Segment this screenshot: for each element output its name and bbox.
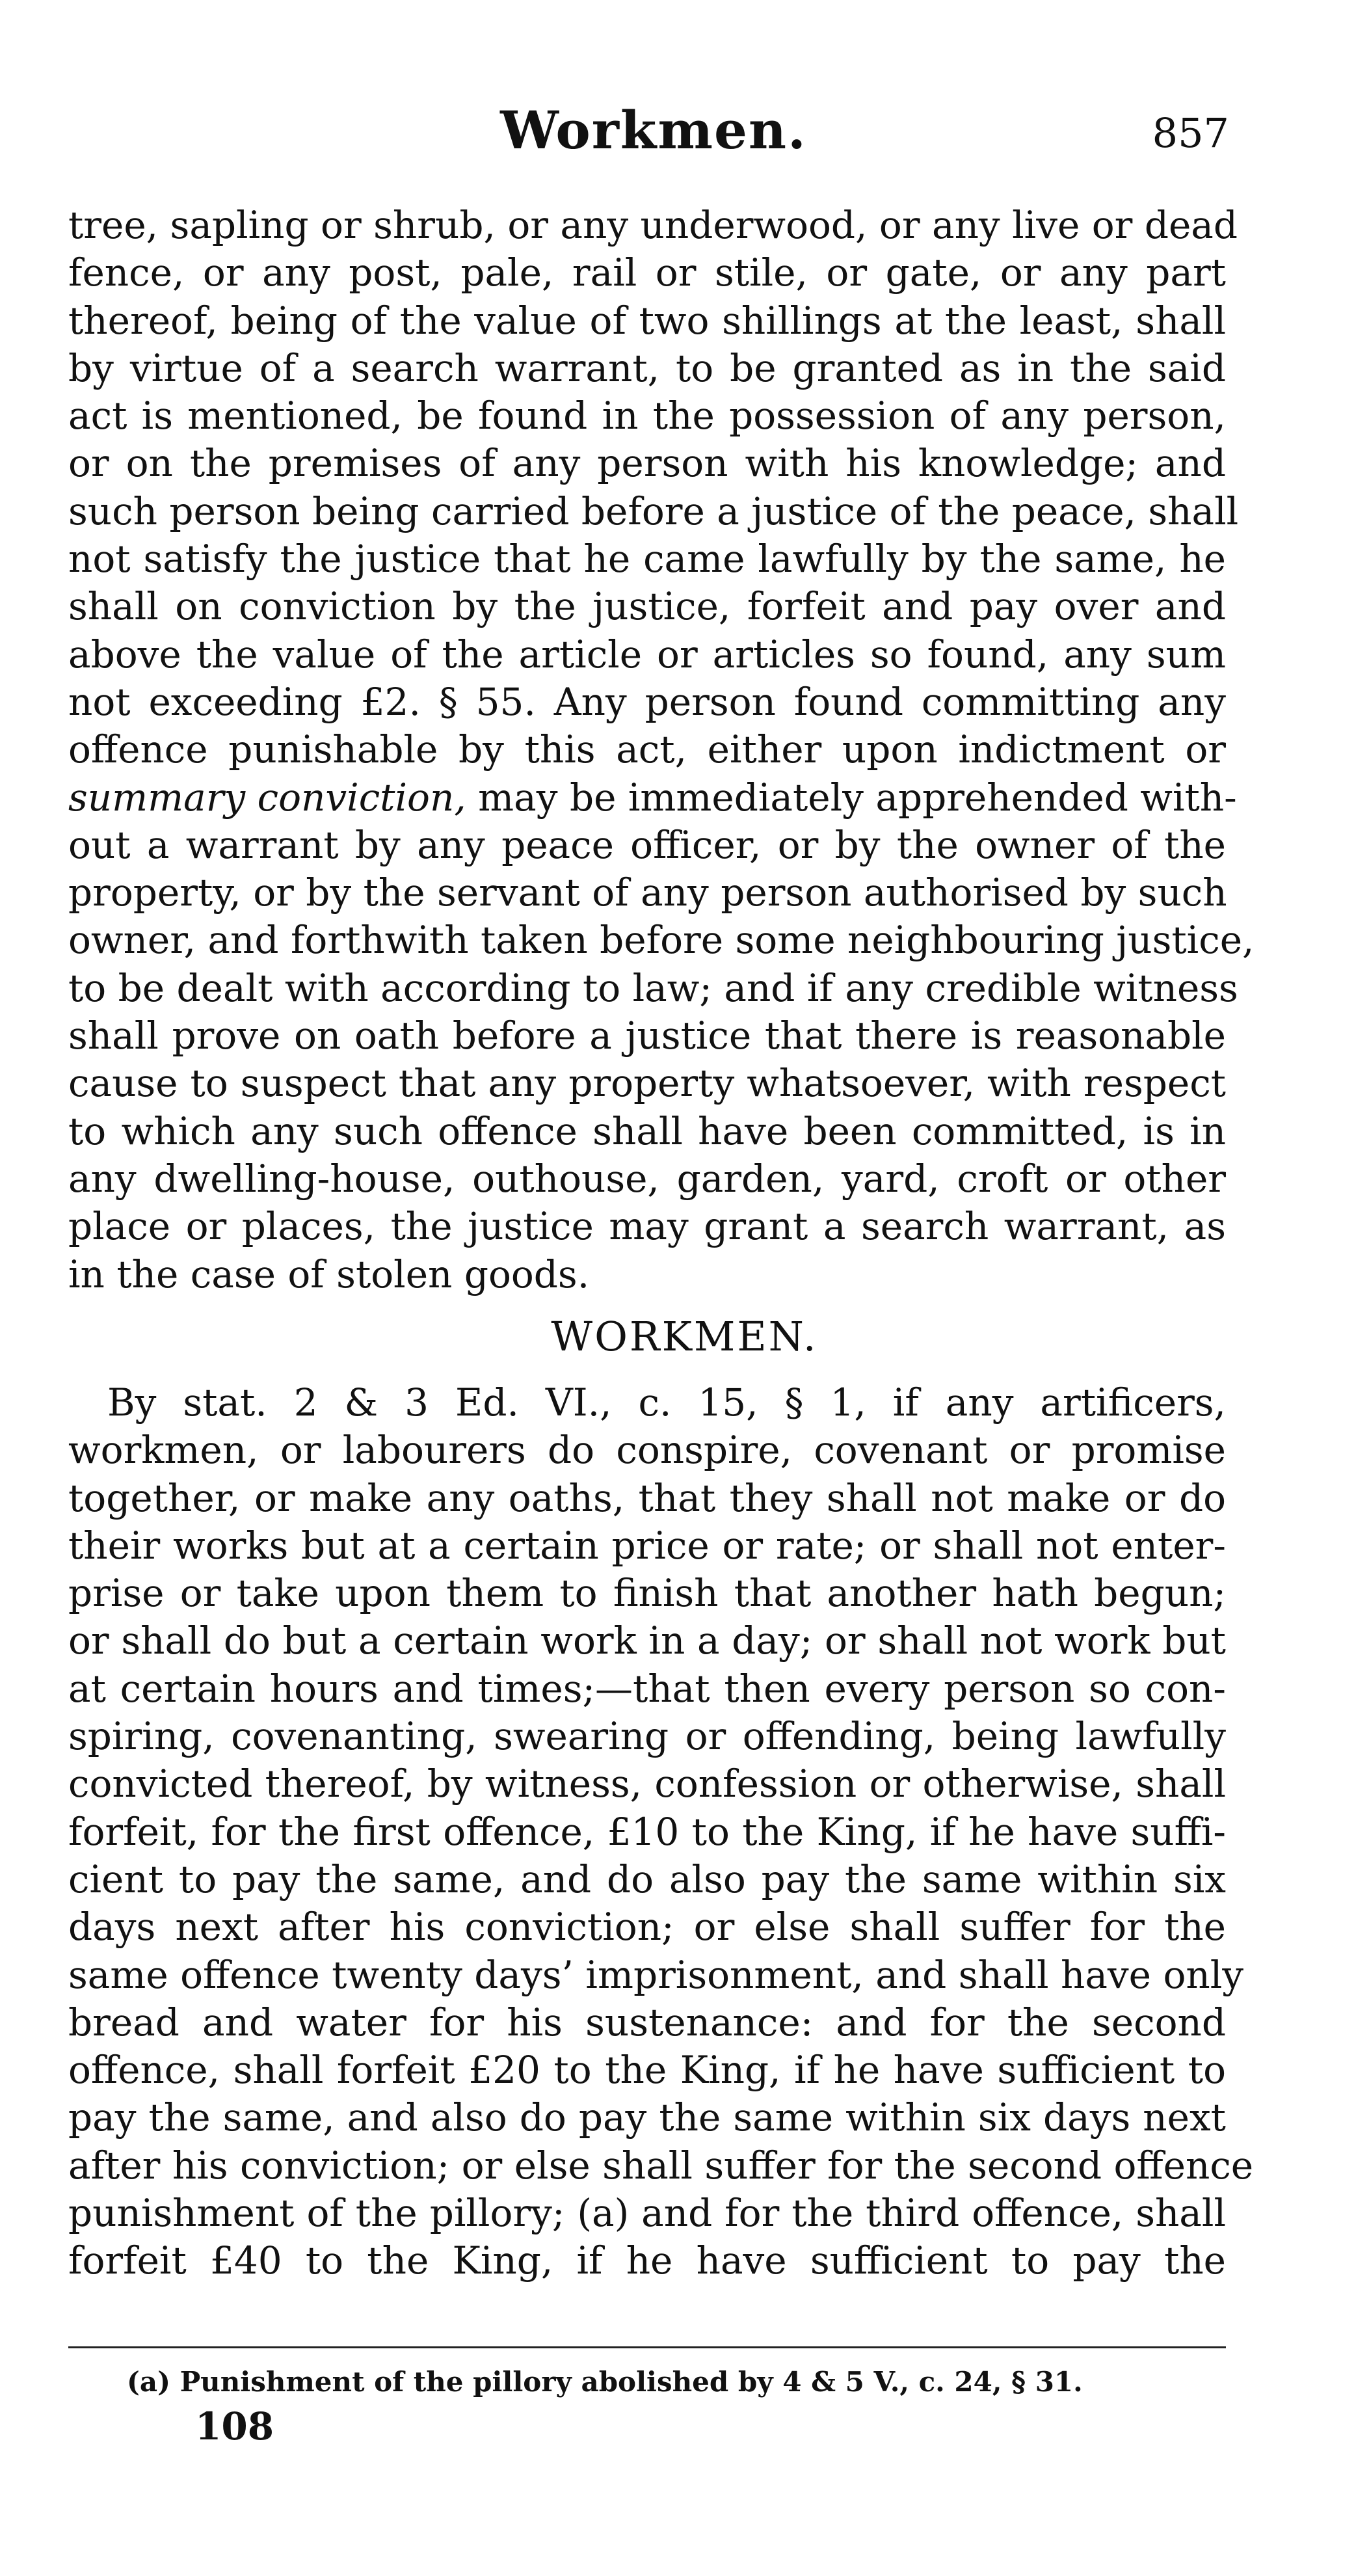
text-line: By stat. 2 & 3 Ed. VI., c. 15, § 1, if any artificers, xyxy=(107,1380,1226,1425)
section-heading: WORKMEN. xyxy=(551,1313,818,1360)
text-line: fence, or any post, pale, rail or stile, or gate, or any part xyxy=(68,250,1226,295)
text-line: days next after his conviction; or else shall suffer for the xyxy=(68,1905,1226,1950)
text-line: after his conviction; or else shall suffer for the second offence xyxy=(68,2143,1254,2188)
text-line: by virtue of a search warrant, to be granted as in the said xyxy=(68,345,1226,390)
text-line: any dwelling-house, outhouse, garden, yard, croft or other xyxy=(68,1156,1226,1201)
text-line: or on the premises of any person with his knowledge; and xyxy=(68,441,1226,486)
text-line: not exceeding £2. § 55. Any person found committing any xyxy=(68,679,1226,724)
text-line: out a warrant by any peace officer, or by the owner of the xyxy=(68,822,1226,867)
text-line: such person being carried before a justice of the peace, shall xyxy=(68,489,1239,533)
text-line: bread and water for his sustenance: and for the second xyxy=(68,2000,1226,2045)
text-line: shall prove on oath before a justice that there is reasonable xyxy=(68,1013,1226,1058)
line-remainder: may be immediately apprehended with- xyxy=(466,775,1237,820)
text-line: offence punishable by this act, either upon indictment or xyxy=(68,727,1226,772)
footnote-rule xyxy=(68,2346,1226,2348)
text-line: in the case of stolen goods. xyxy=(68,1252,590,1296)
text-line: shall on conviction by the justice, forfeit and pay over and xyxy=(68,584,1226,629)
text-line: owner, and forthwith taken before some neighbouring justice, xyxy=(68,918,1255,963)
running-title: Workmen. xyxy=(500,100,807,161)
text-line: their works but at a certain price or rate; or shall not enter- xyxy=(68,1523,1226,1568)
continuation-paragraph xyxy=(68,202,1255,1298)
text-line: property, or by the servant of any person authorised by such xyxy=(68,870,1227,915)
page-number: 857 xyxy=(1152,109,1229,157)
text-line: spiring, covenanting, swearing or offending, being lawfully xyxy=(68,1714,1226,1759)
text-line: workmen, or labourers do conspire, covenant or promise xyxy=(68,1428,1226,1473)
text-line: forfeit £40 to the King, if he have sufficient to pay the xyxy=(68,2238,1226,2283)
text-line: punishment of the pillory; (a) and for the third offence, shall xyxy=(68,2191,1226,2236)
text-line: same offence twenty days’ imprisonment, and shall have only xyxy=(68,1952,1244,1997)
text-line: to which any such offence shall have been committed, is in xyxy=(68,1108,1226,1153)
footnote: (a) Punishment of the pillory abolished by 4 & 5 V., c. 24, § 31. xyxy=(127,2366,1083,2398)
signature-mark: 108 xyxy=(195,2404,274,2449)
text-line: not satisfy the justice that he came lawfully by the same, he xyxy=(68,537,1226,582)
text-line: or shall do but a certain work in a day; or shall not work but xyxy=(68,1618,1226,1663)
text-line: tree, sapling or shrub, or any underwood, or any live or dead xyxy=(68,203,1238,247)
text-line: prise or take upon them to finish that another hath begun; xyxy=(68,1571,1226,1616)
text-line xyxy=(68,774,1237,822)
text-line: cient to pay the same, and do also pay the same within six xyxy=(68,1857,1226,1901)
text-line: pay the same, and also do pay the same within six days next xyxy=(68,2095,1226,2140)
running-head xyxy=(78,98,1229,169)
text-line: offence, shall forfeit £20 to the King, if he have sufficient to xyxy=(68,2048,1226,2093)
text-line: above the value of the article or articles so found, any sum xyxy=(68,632,1226,677)
text-line: thereof, being of the value of two shillings at the least, shall xyxy=(68,298,1226,343)
workmen-paragraph xyxy=(68,1379,1254,2285)
text-line: cause to suspect that any property whatsoever, with respect xyxy=(68,1061,1226,1106)
text-line: act is mentioned, be found in the possession of any person, xyxy=(68,394,1226,438)
text-line: to be dealt with according to law; and if any credible witness xyxy=(68,965,1238,1010)
text-line: convicted thereof, by witness, confession or otherwise, shall xyxy=(68,1762,1226,1806)
text-line: place or places, the justice may grant a search warrant, as xyxy=(68,1204,1226,1249)
text-line: forfeit, for the first offence, £10 to the King, if he have suffi- xyxy=(68,1809,1226,1854)
italic-phrase: summary conviction, xyxy=(68,775,466,820)
text-line: together, or make any oaths, that they shall not make or do xyxy=(68,1475,1226,1520)
text-line: at certain hours and times;—that then every person so con- xyxy=(68,1666,1226,1711)
